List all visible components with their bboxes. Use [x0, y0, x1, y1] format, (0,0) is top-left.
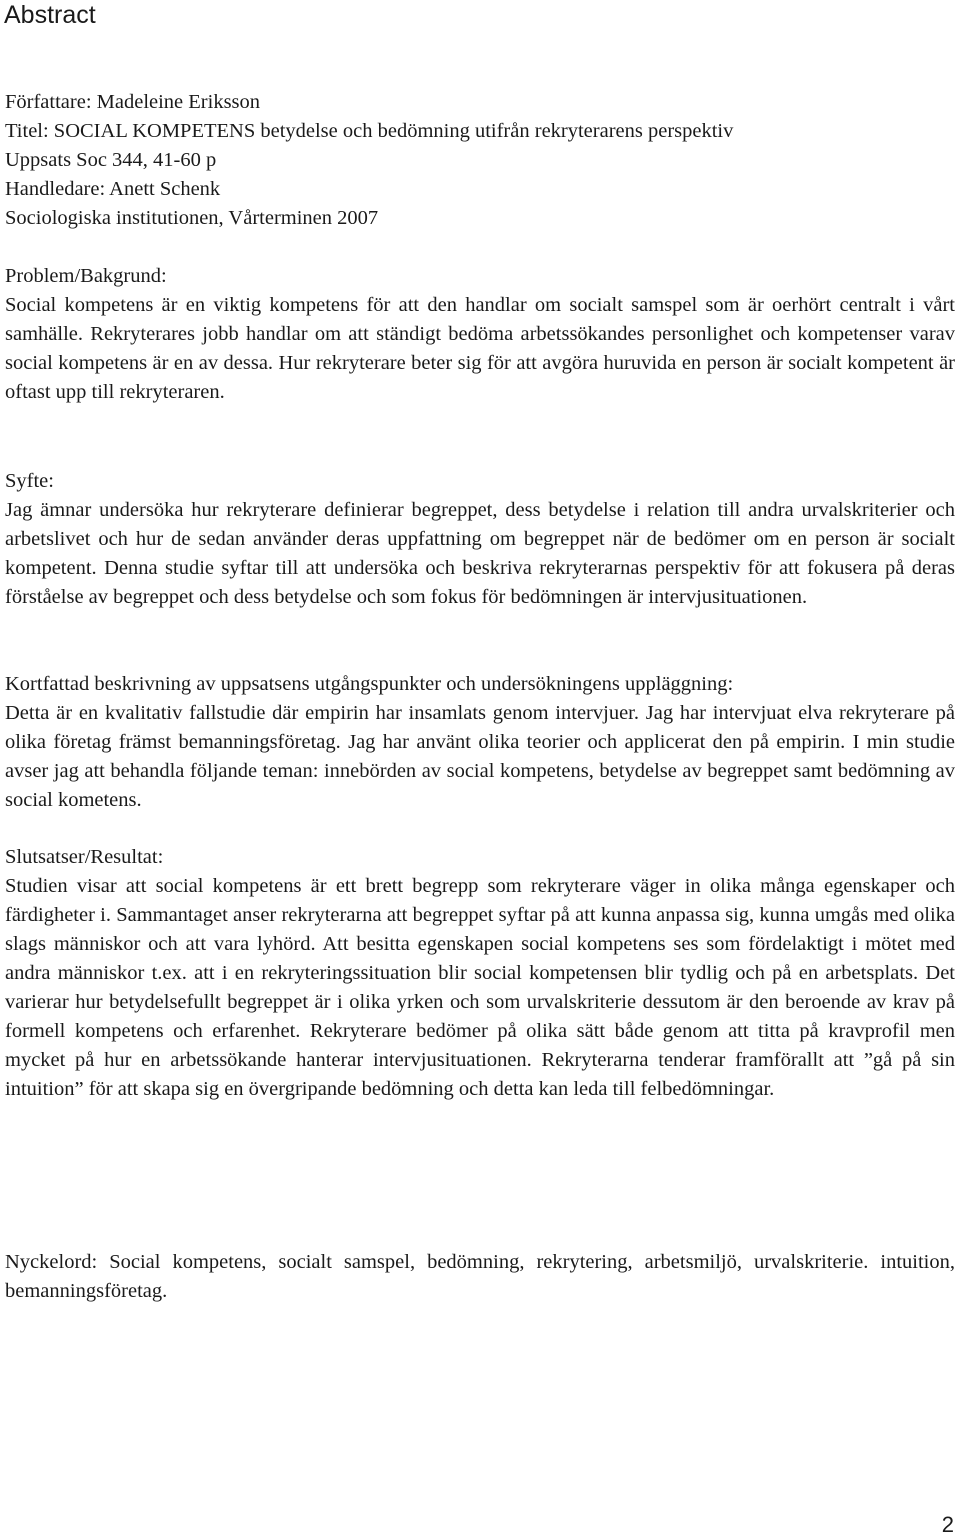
- background-section: [5, 262, 955, 407]
- thesis-title-line: Titel: SOCIAL KOMPETENS betydelse och bedömning utifrån rekryterarens perspektiv: [5, 120, 734, 142]
- keywords-text: Nyckelord: Social kompetens, socialt samspel, bedömning, rekrytering, arbetsmiljö, urvalskriterie. intuition, bemanningsföretag.: [5, 1251, 955, 1302]
- page-title: Abstract: [4, 1, 96, 29]
- method-text: Detta är en kvalitativ fallstudie där empirin har insamlats genom intervjuer. Jag har intervjuat elva rekryterare på olika företag främst bemanningsföretag. Jag har använt olika teorier och applicerat den på empirin. I min studie avser jag att behandla följande teman: innebörden av social kompetens, betydelse av begreppet samt bedömning av social kometens.: [5, 702, 955, 811]
- method-heading: Kortfattad beskrivning av uppsatsens utgångspunkter och undersökningens uppläggning:: [5, 673, 734, 695]
- purpose-section: [5, 467, 955, 612]
- purpose-heading: Syfte:: [5, 470, 54, 492]
- results-section: [5, 843, 955, 1104]
- department-line: Sociologiska institutionen, Vårterminen 2007: [5, 207, 379, 229]
- metadata-block: [5, 88, 955, 233]
- page-number: 2: [941, 1512, 954, 1537]
- background-heading: Problem/Bakgrund:: [5, 265, 167, 287]
- purpose-text: Jag ämnar undersöka hur rekryterare definierar begreppet, dess betydelse i relation till andra urvalskriterier och arbetslivet och hur de sedan använder deras uppfattning om begreppet när de bedömer om en person är socialt kompetent. Denna studie syftar till att undersöka och beskriva rekryterarnas perspektiv för att fokusera på deras förståelse av begreppet och dess betydelse och som fokus för bedömningen är intervjusituationen.: [5, 499, 955, 608]
- supervisor-line: Handledare: Anett Schenk: [5, 178, 221, 200]
- author-line: Författare: Madeleine Eriksson: [5, 91, 261, 113]
- course-line: Uppsats Soc 344, 41-60 p: [5, 149, 217, 171]
- keywords-section: [5, 1248, 955, 1306]
- results-heading: Slutsatser/Resultat:: [5, 846, 164, 868]
- method-section: [5, 670, 955, 815]
- background-text: Social kompetens är en viktig kompetens för att den handlar om socialt samspel som är oerhört centralt i vårt samhälle. Rekryterares jobb handlar om att ständigt bedöma arbetssökandes personlighet och kompetenser varav social kompetens är en av dessa. Hur rekryterare beter sig för att avgöra huruvida en person är socialt kompetent är oftast upp till rekryteraren.: [5, 294, 955, 403]
- results-text: Studien visar att social kompetens är ett brett begrepp som rekryterare väger in olika många egenskaper och färdigheter i. Sammantaget anser rekryterarna att begreppet syftar på att kunna anpassa sig, kunna umgås med olika slags människor och att vara lyhörd. Att besitta egenskapen social kompetens ses som fördelaktigt i mötet med andra människor t.ex. att i en rekryteringssituation blir social kompetensen blir tydlig och på en arbetsplats. Det varierar hur betydelsefullt begreppet är i olika yrken och som urvalskriterie dessutom är den beroende av krav på formell kompetens och erfarenhet. Rekryterare bedömer på olika sätt både genom att titta på kravprofil men mycket på hur en arbetssökande hanterar intervjusituationen. Rekryterarna tenderar framförallt att ”gå på sin intuition” för att skapa sig en övergripande bedömning och detta kan leda till felbedömningar.: [5, 875, 955, 1100]
